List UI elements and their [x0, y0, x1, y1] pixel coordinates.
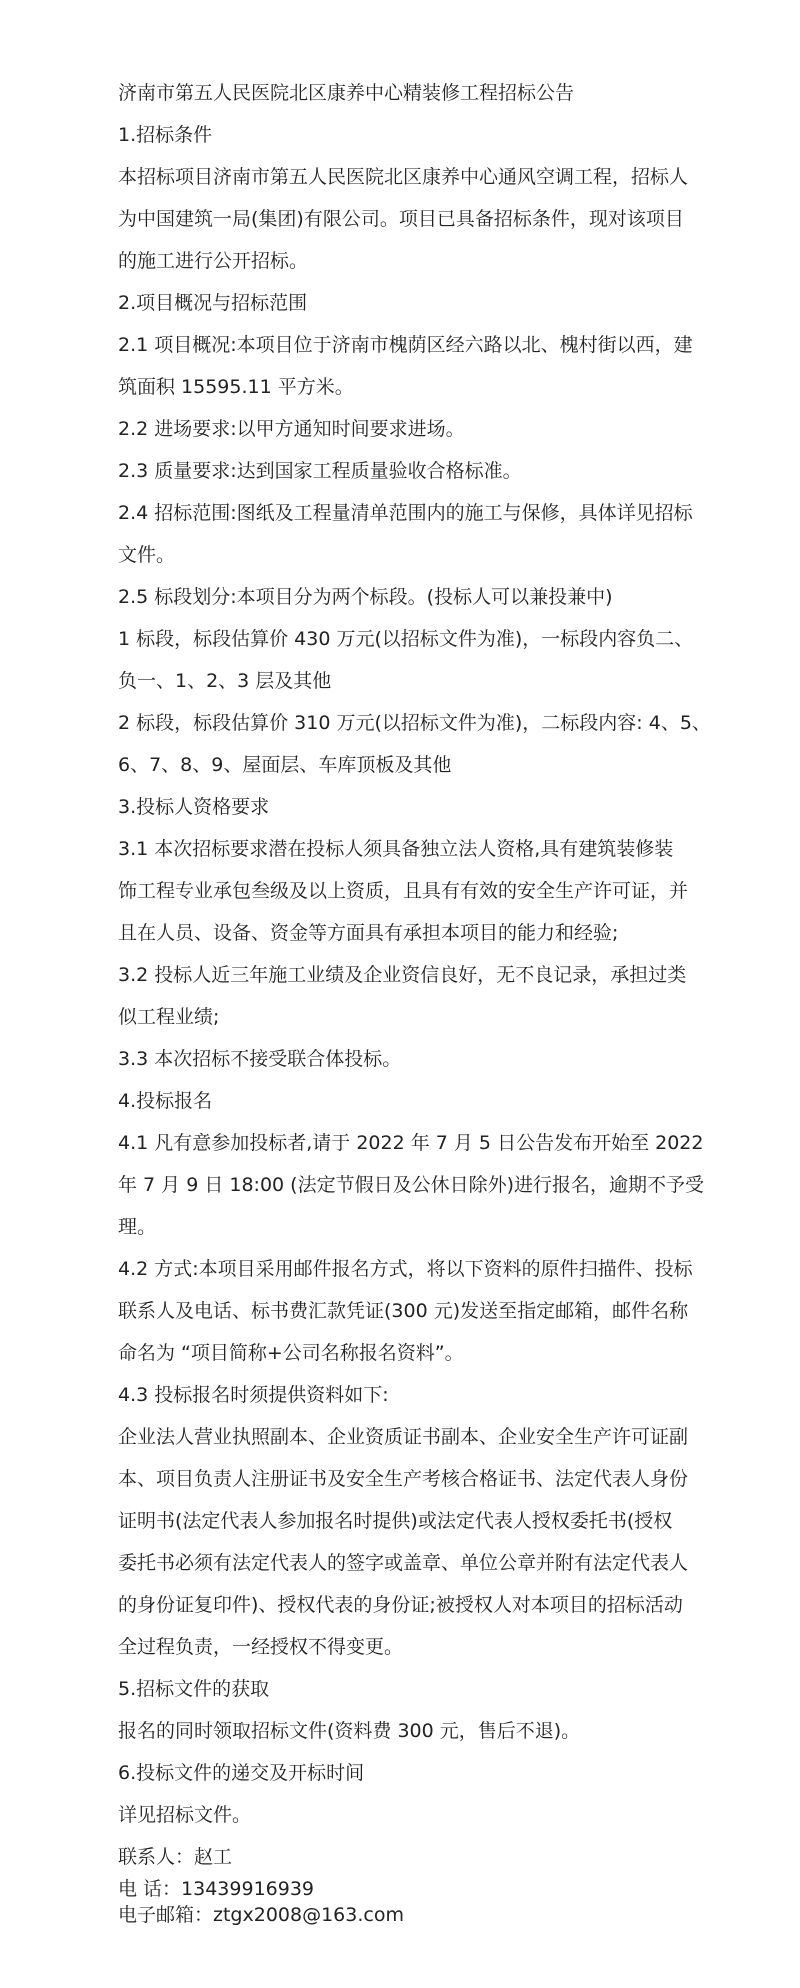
paragraph-line: 2.2 进场要求:以甲方通知时间要求进场。: [118, 418, 465, 440]
paragraph-line: 且在人员、设备、资金等方面具有承担本项目的能力和经验;: [118, 922, 619, 944]
paragraph-line: 委托书必须有法定代表人的签字或盖章、单位公章并附有法定代表人: [118, 1552, 689, 1574]
section-heading-1: 1.招标条件: [118, 124, 213, 146]
paragraph-line: 筑面积 15595.11 平方米。: [118, 376, 354, 398]
paragraph-line: 4.3 投标报名时须提供资料如下:: [118, 1384, 389, 1406]
section-heading-3: 3.投标人资格要求: [118, 796, 270, 818]
contact-phone: 电 话：13439916939: [118, 1878, 315, 1900]
paragraph-line: 文件。: [118, 544, 176, 566]
paragraph-line: 为中国建筑一局(集团)有限公司。项目已具备招标条件，现对该项目: [118, 208, 684, 230]
paragraph-line: 命名为 “项目简称+公司名称报名资料”。: [118, 1342, 464, 1364]
section-heading-2: 2.项目概况与招标范围: [118, 292, 308, 314]
paragraph-line: 年 7 月 9 日 18:00 (法定节假日及公休日除外)进行报名，逾期不予受: [118, 1174, 704, 1196]
paragraph-line: 企业法人营业执照副本、企业资质证书副本、企业安全生产许可证副: [118, 1426, 689, 1448]
paragraph-line: 负一、1、2、3 层及其他: [118, 670, 332, 692]
paragraph-line: 报名的同时领取招标文件(资料费 300 元，售后不退)。: [118, 1720, 581, 1742]
section-heading-5: 5.招标文件的获取: [118, 1678, 270, 1700]
paragraph-line: 2.3 质量要求:达到国家工程质量验收合格标准。: [118, 460, 522, 482]
paragraph-line: 3.3 本次招标不接受联合体投标。: [118, 1048, 402, 1070]
contact-email: 电子邮箱：ztgx2008@163.com: [118, 1904, 404, 1926]
paragraph-line: 本招标项目济南市第五人民医院北区康养中心通风空调工程，招标人: [118, 166, 689, 188]
paragraph-line: 3.2 投标人近三年施工业绩及企业资信良好，无不良记录，承担过类: [118, 964, 687, 986]
paragraph-line: 证明书(法定代表人参加报名时提供)或法定代表人授权委托书(授权: [118, 1510, 673, 1532]
paragraph-line: 6、7、8、9、屋面层、车库顶板及其他: [118, 754, 452, 776]
paragraph-line: 4.1 凡有意参加投标者,请于 2022 年 7 月 5 日公告发布开始至 2022: [118, 1132, 704, 1154]
paragraph-line: 4.2 方式:本项目采用邮件报名方式，将以下资料的原件扫描件、投标: [118, 1258, 693, 1280]
paragraph-line: 2.1 项目概况:本项目位于济南市槐荫区经六路以北、槐村街以西，建: [118, 334, 693, 356]
paragraph-line: 本、项目负责人注册证书及安全生产考核合格证书、法定代表人身份: [118, 1468, 689, 1490]
paragraph-line: 的身份证复印件)、授权代表的身份证;被授权人对本项目的招标活动: [118, 1594, 683, 1616]
paragraph-line: 2.5 标段划分:本项目分为两个标段。(投标人可以兼投兼中): [118, 586, 613, 608]
paragraph-line: 似工程业绩;: [118, 1006, 220, 1028]
contact-person: 联系人：赵工: [118, 1846, 233, 1868]
paragraph-line: 全过程负责，一经授权不得变更。: [118, 1636, 404, 1658]
section-heading-6: 6.投标文件的递交及开标时间: [118, 1762, 365, 1784]
document-title: 济南市第五人民医院北区康养中心精装修工程招标公告: [118, 82, 575, 104]
section-heading-4: 4.投标报名: [118, 1090, 213, 1112]
paragraph-line: 1 标段，标段估算价 430 万元(以招标文件为准)，一标段内容负二、: [118, 628, 694, 650]
paragraph-line: 理。: [118, 1216, 157, 1238]
paragraph-line: 详见招标文件。: [118, 1804, 252, 1826]
paragraph-line: 饰工程专业承包叁级及以上资质，且具有有效的安全生产许可证，并: [118, 880, 689, 902]
paragraph-line: 联系人及电话、标书费汇款凭证(300 元)发送至指定邮箱，邮件名称: [118, 1300, 689, 1322]
paragraph-line: 3.1 本次招标要求潜在投标人须具备独立法人资格,具有建筑装修装: [118, 838, 674, 860]
announcement-body: [118, 72, 711, 1878]
paragraph-line: 2 标段，标段估算价 310 万元(以招标文件为准)，二标段内容: 4、5、: [118, 712, 711, 734]
paragraph-line: 的施工进行公开招标。: [118, 250, 309, 272]
paragraph-line: 2.4 招标范围:图纸及工程量清单范围内的施工与保修，具体详见招标: [118, 502, 693, 524]
